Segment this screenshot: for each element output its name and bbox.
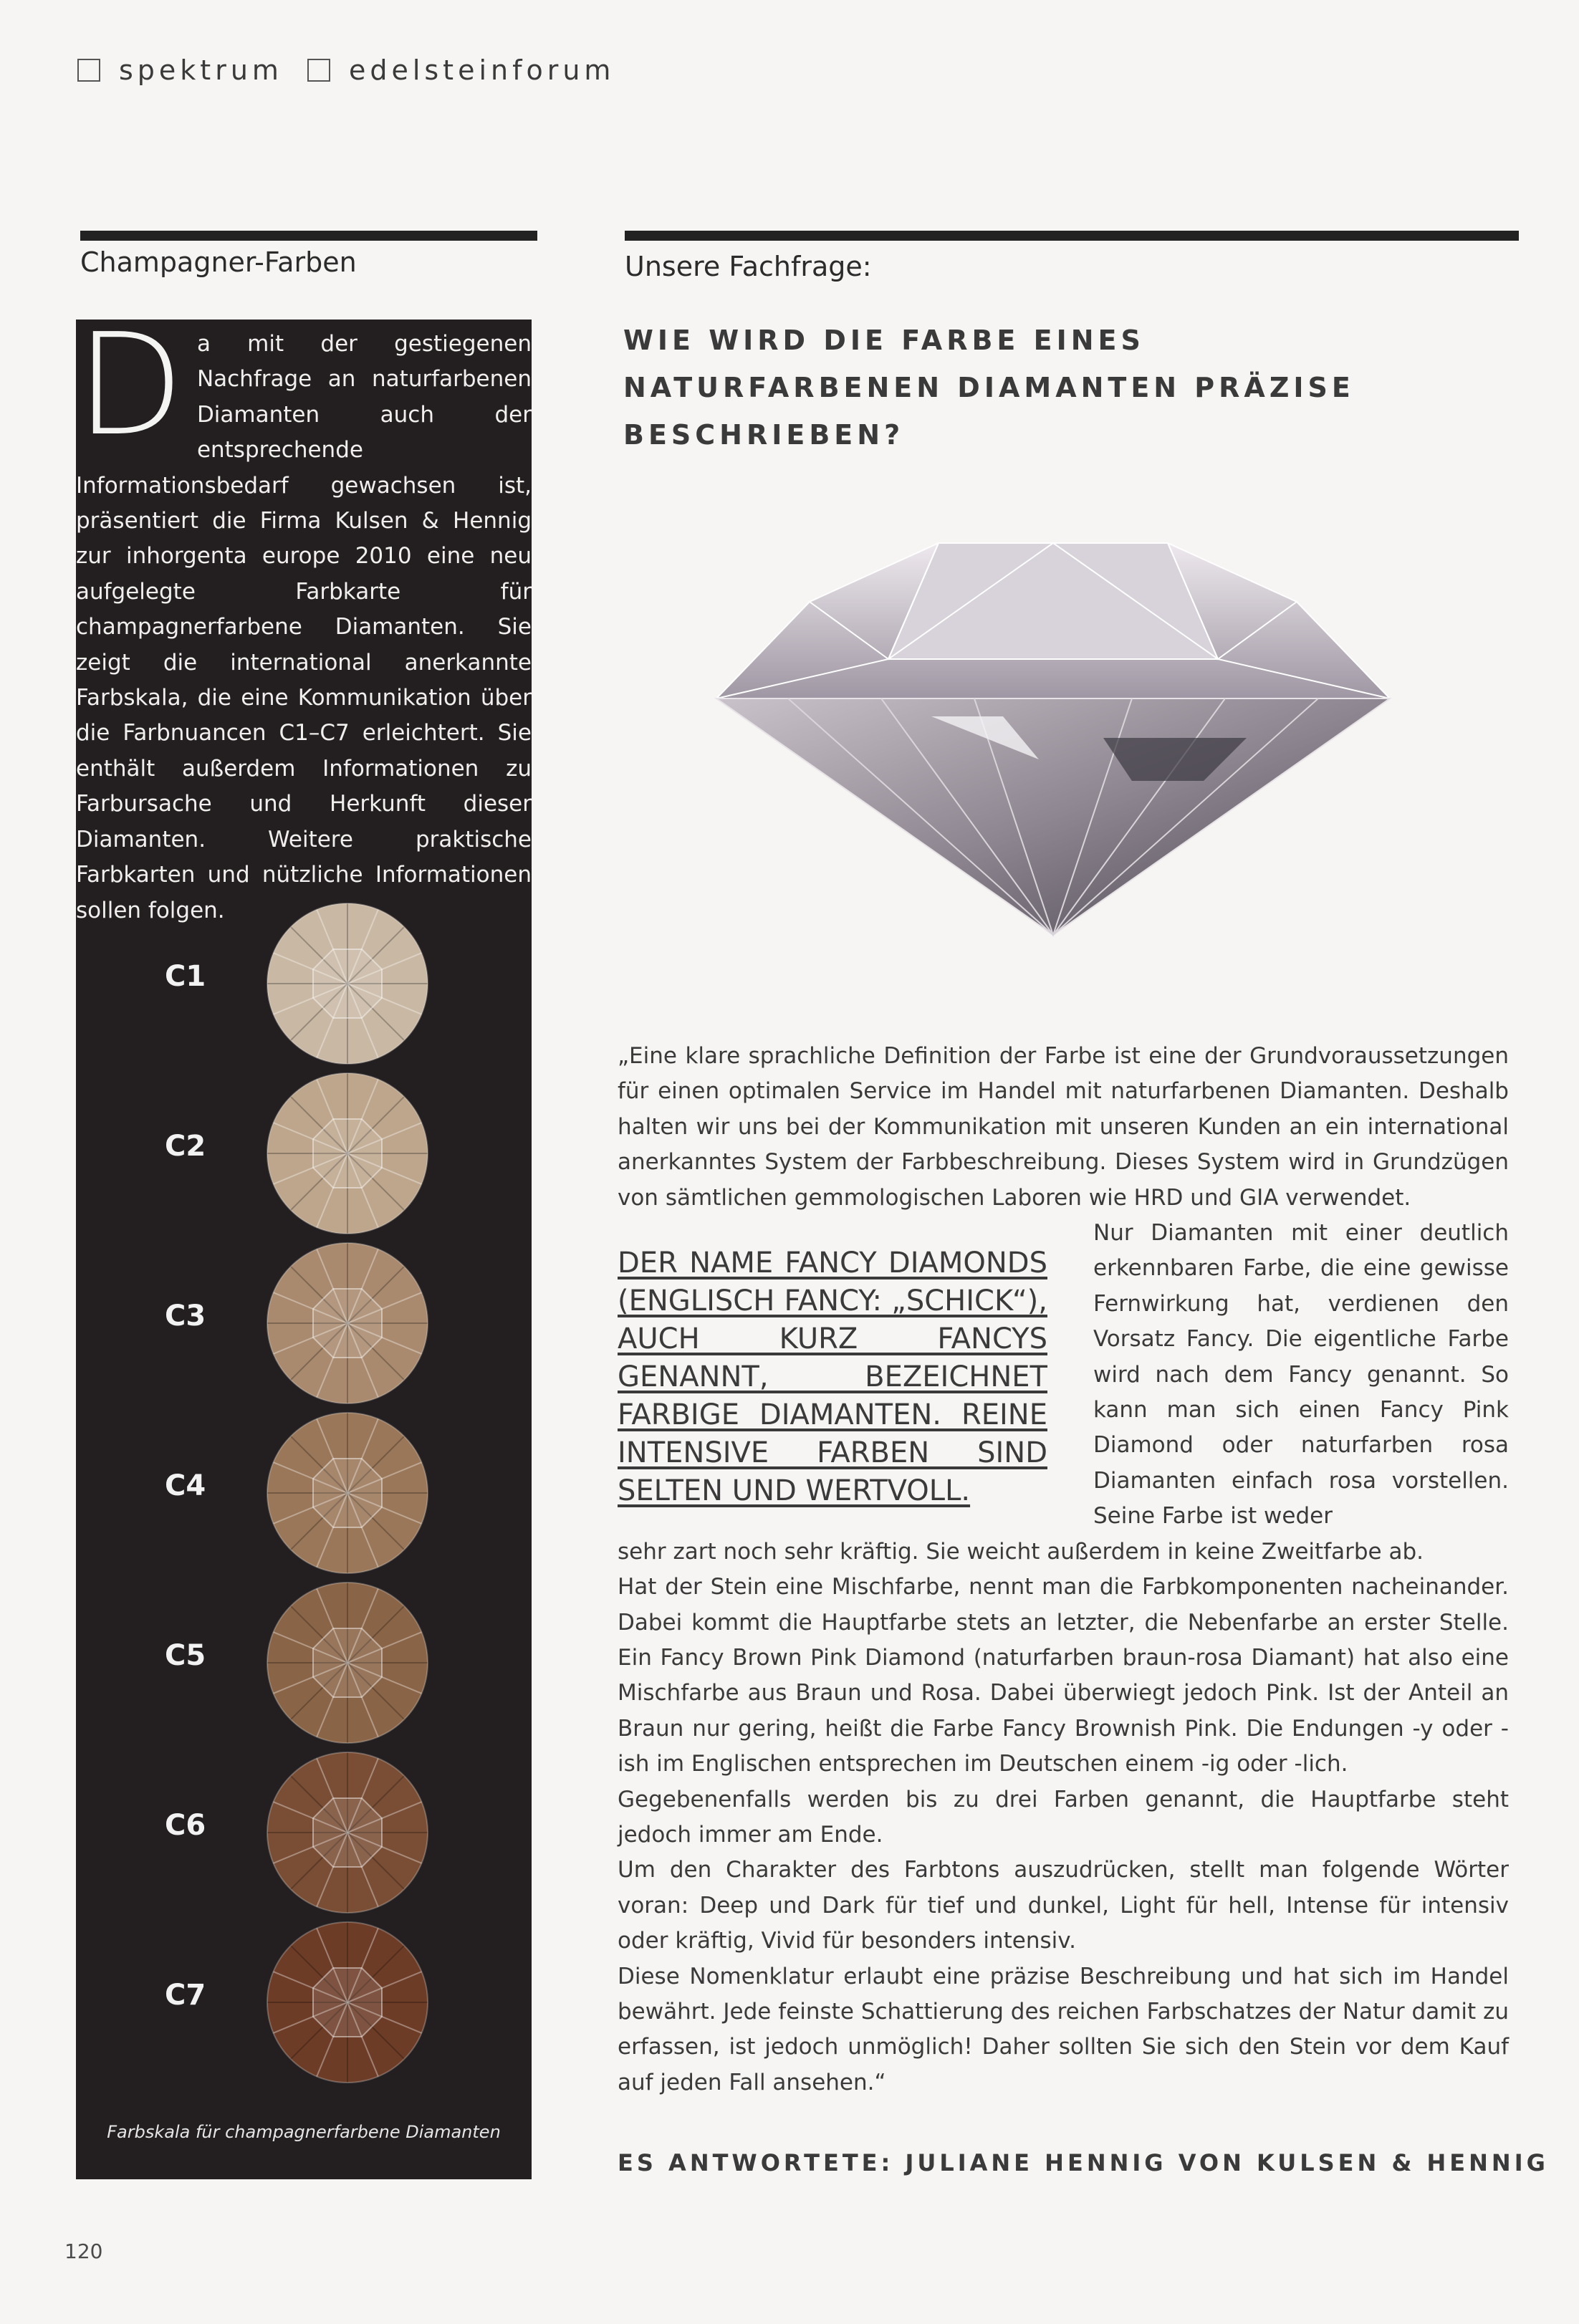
chip-label: C3 xyxy=(165,1300,206,1333)
answer-paragraph: Hat der Stein eine Mischfarbe, nennt man die Farbkomponenten nacheinander. Dabei kommt die Hauptfarbe stets an letzter, die Nebenfarbe an erster Stelle. Ein Fancy Brown Pink Diamond (naturfarben braun-rosa Diamant) hat also eine Mischfarbe aus Braun und Rosa. Dabei überwiegt jedoch Pink. Ist der Anteil an Braun nur gering, heißt die Farbe Fancy Brownish Pink. Die Endungen -y oder -ish im Englischen entsprechen im Deutschen einem -ig oder -lich. xyxy=(618,1574,1509,1777)
answer-body xyxy=(618,1039,1509,2100)
color-chip xyxy=(76,1580,532,1745)
diamond-swatch-icon xyxy=(265,1920,430,2085)
left-top-rule xyxy=(80,231,537,241)
left-heading: Champagner-Farben xyxy=(80,246,357,278)
diamond-swatch-icon xyxy=(265,1750,430,1915)
diamond-swatch-icon xyxy=(265,1241,430,1406)
diamond-swatch-icon xyxy=(265,901,430,1066)
right-heading: Unsere Fachfrage: xyxy=(625,251,872,282)
answer-paragraph: sehr zart noch sehr kräftig. Sie weicht außerdem in keine Zweitfarbe ab. xyxy=(618,1538,1424,1565)
diamond-swatch-icon xyxy=(265,1411,430,1575)
signature: ES ANTWORTETE: JULIANE HENNIG VON KULSEN & HENNIG xyxy=(618,2149,1549,2176)
color-chip xyxy=(76,901,532,1066)
chip-label: C4 xyxy=(165,1469,206,1502)
answer-paragraph: Gegebenenfalls werden bis zu drei Farben genannt, die Hauptfarbe steht jedoch immer am Ende. xyxy=(618,1786,1509,1848)
chip-label: C2 xyxy=(165,1130,206,1163)
intro-body: a mit der gestiegenen Nachfrage an naturfarbenen Diamanten auch der entsprechende Informationsbedarf gewachsen ist, präsentiert die Firma Kulsen & Hennig zur inhorgenta europe 2010 eine neu aufgelegte Farbkarte für champagnerfarbene Diamanten. Sie zeigt die international anerkannte Farbskala, die eine Kommunikation über die Farbnuancen C1–C7 erleichtert. Sie enthält außerdem Informationen zu Farbursache und Herkunft dieser Diamanten. Weitere praktische Farbkarten und nützliche Informationen sollen folgen. xyxy=(76,331,532,923)
drop-cap: D xyxy=(76,304,184,467)
chip-label: C1 xyxy=(165,960,206,993)
color-chip xyxy=(76,1411,532,1575)
running-head-section: spektrum xyxy=(119,54,283,86)
pull-quote: DER NAME FANCY DIAMONDS (ENGLISCH FANCY: „SCHICK“), AUCH KURZ FANCYS GENANNT, BEZEICHNET FARBIGE DIAMANTEN. REINE INTENSIVE FARBEN SIND SELTEN UND WERTVOLL. xyxy=(618,1247,1047,1508)
question-title: WIE WIRD DIE FARBE EINES NATURFARBENEN DIAMANTEN PRÄZISE BESCHRIEBEN? xyxy=(623,325,1355,451)
chip-label: C6 xyxy=(165,1809,206,1842)
color-chip xyxy=(76,1920,532,2085)
color-chip xyxy=(76,1241,532,1406)
color-chip xyxy=(76,1071,532,1236)
chip-label: C7 xyxy=(165,1979,206,2012)
color-scale-panel xyxy=(76,304,532,2179)
float-column: Nur Diamanten mit einer deutlich erkennbaren Farbe, die eine gewisse Fernwirkung hat, verdienen den Vorsatz Fancy. Die eigentliche Farbe wird nach dem Fancy genannt. So kann man sich einen Fancy Pink Diamond oder naturfarben rosa Diamanten einfach rosa vorstellen. Seine Farbe ist weder xyxy=(1093,1220,1509,1530)
diamond-illustration xyxy=(702,523,1404,946)
square-icon xyxy=(307,59,330,82)
running-head-subsection: edelsteinforum xyxy=(348,54,615,86)
running-head xyxy=(77,54,615,86)
right-top-rule xyxy=(625,231,1519,241)
intro-text xyxy=(76,304,532,928)
answer-paragraph: „Eine klare sprachliche Definition der Farbe ist eine der Grundvoraussetzungen für einen optimalen Service im Handel mit naturfarbenen Diamanten. Deshalb halten wir uns bei der Kommunikation mit unseren Kunden an ein international anerkanntes System der Farbbeschreibung. Dieses System wird in Grundzügen von sämtlichen gemmologischen Laboren wie HRD und GIA verwendet. xyxy=(618,1043,1509,1211)
panel-caption: Farbskala für champagnerfarbene Diamanten xyxy=(107,2122,501,2142)
diamond-swatch-icon xyxy=(265,1580,430,1745)
page-number: 120 xyxy=(64,2239,103,2263)
answer-paragraph: Um den Charakter des Farbtons auszudrücken, stellt man folgende Wörter voran: Deep und Dark für tief und dunkel, Light für hell, Intense für intensiv oder kräftig, Vivid für besonders intensiv. xyxy=(618,1857,1509,1954)
answer-paragraph: Diese Nomenklatur erlaubt eine präzise Beschreibung und hat sich im Handel bewährt. Jede feinste Schattierung des reichen Farbschatzes der Natur damit zu erfassen, ist jedoch unmöglich! Daher sollten Sie sich den Stein vor dem Kauf auf jeden Fall ansehen.“ xyxy=(618,1963,1509,2095)
chip-label: C5 xyxy=(165,1639,206,1672)
square-icon xyxy=(77,59,100,82)
color-chip xyxy=(76,1750,532,1915)
diamond-swatch-icon xyxy=(265,1071,430,1236)
